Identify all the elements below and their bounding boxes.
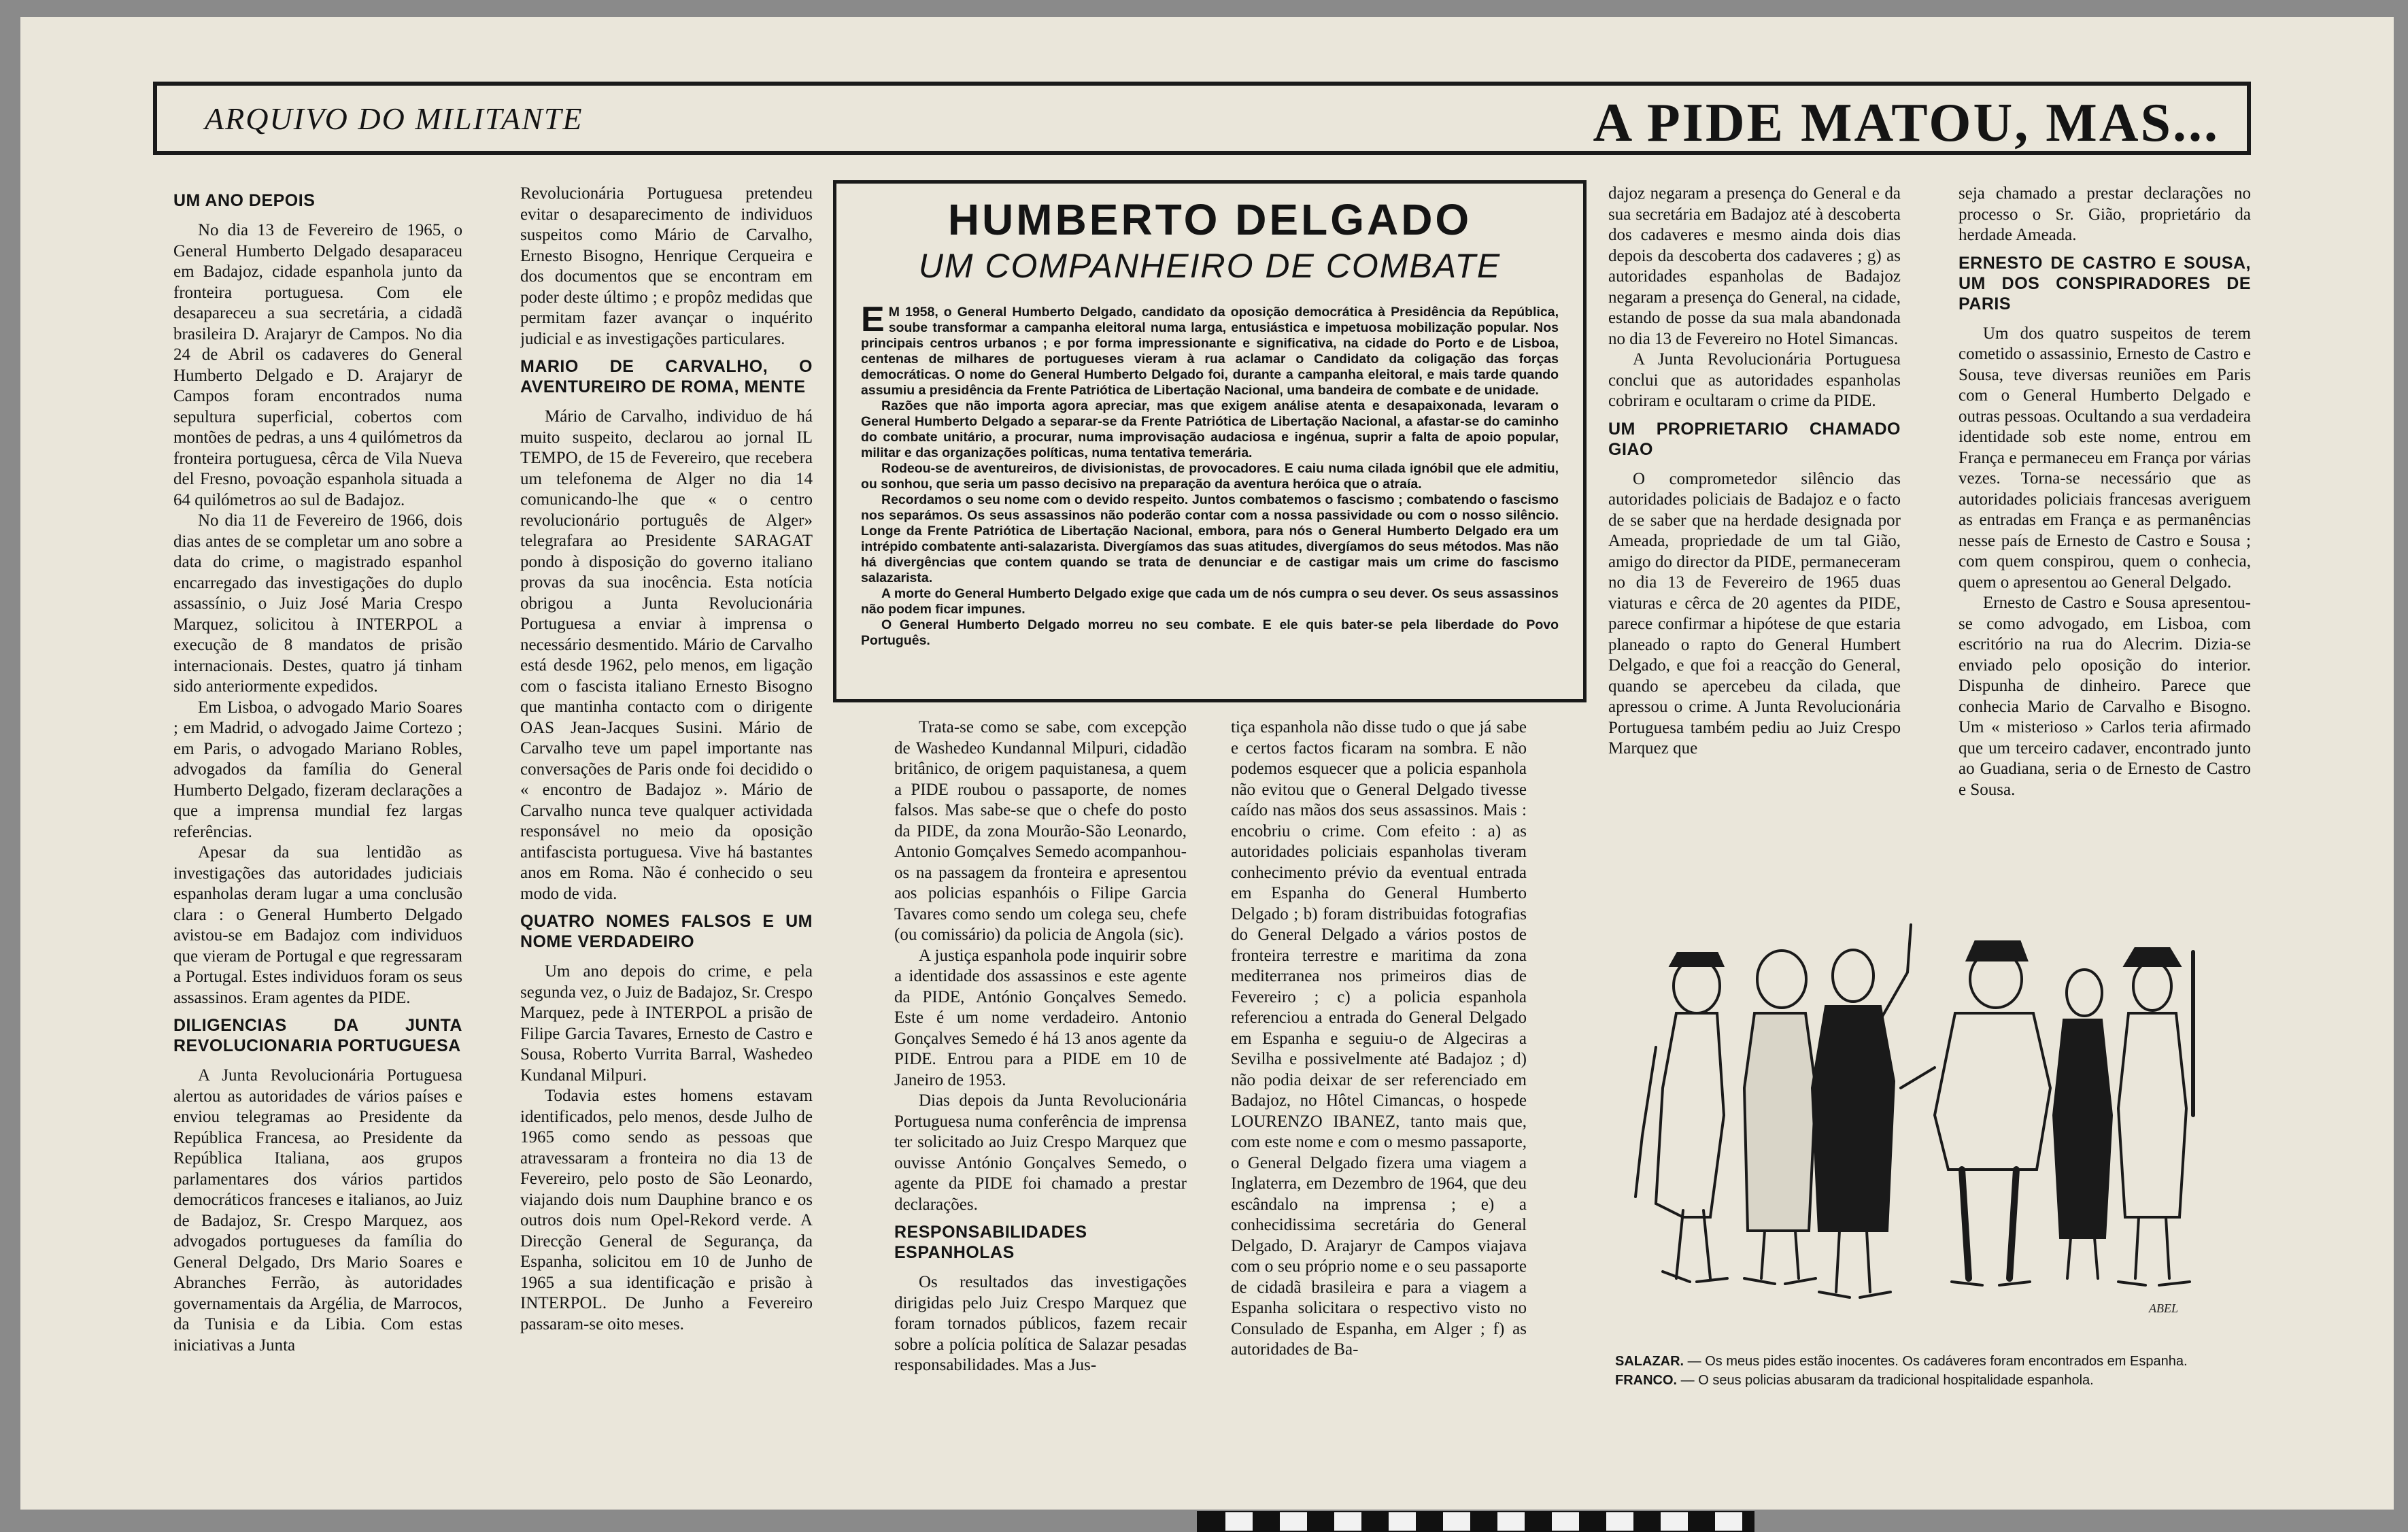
paragraph: Em Lisboa, o advogado Mario Soares ; em Madrid, o advogado Jaime Cortezo ; em Paris, o advogado Mariano Robles, advogados da família do General Humberto Delgado, fizeram declarações a que a imprensa mundial fez largas referências. [173, 698, 462, 841]
paragraph: No dia 11 de Fevereiro de 1966, dois dias antes de se completar um ano sobre a data do crime, o magistrado espanhol encarregado das investigações do duplo assassínio, o Juiz José Maria Crespo Marquez, solicitou à INTERPOL a execução de 8 mandatos de prisão internacionais. Destes, quatro já tinham sido anteriormente expedidos. [173, 511, 462, 696]
paragraph: seja chamado a prestar declarações no processo o Sr. Gião, proprietário da herdade Ameada. [1958, 184, 2251, 244]
article-column-2 [520, 184, 813, 1401]
subheading: MARIO DE CARVALHO, O AVENTUREIRO DE ROMA, MENTE [520, 357, 813, 396]
scale-ruler [1197, 1511, 1754, 1532]
paragraph: O comprometedor silêncio das autoridades policiais de Badajoz e o facto de se saber que na herdade designada por Ameada, propriedade de um tal Gião, amigo do director da PIDE, permaneceram no dia 13 de Fevereiro de 1965 duas viaturas e cêrca de 20 agentes da PIDE, parece confirmar a hipótese de que estaria planeado o rapto do General Humbert Delgado, e que foi a reacção do General, quando se apercebeu da cilada, que apressou o crime. A Junta Revolucionária Portuguesa também pediu ao Juiz Crespo Marquez que [1608, 469, 1901, 758]
paragraph: E M 1958, o General Humberto Delgado, candidato da oposição democrática à Presidência da República, soube transformar a campanha eleitoral numa larga, entusiástica e impetuosa mobilização popular. Nos principais centros urbanos ; e por forma impressionante e significativa, na cidade do Porto e de Lisboa, centenas de milhares de portugueses vieram à rua aclamar o Candidato da coligação das forças democráticas. O nome do General Humberto Delgado foi, durante a campanha eleitoral, e mais tarde quando assumiu a presidência da Frente Patriótica de Libertação Nacional, uma bandeira de combate e de unidade. [861, 300, 1559, 398]
paragraph: No dia 13 de Fevereiro de 1965, o General Humberto Delgado desaparaceu em Badajoz, cidade espanhola junto da fronteira portuguesa. Com ele desapareceu a sua secretária, a cidadã brasileira D. Arajaryr de Campos. No dia 24 de Abril os cadaveres do General Humberto Delgado e D. Arajaryr de Campos foram encontrados numa sepultura superficial, cobertos com montões de pedras, a uns 4 quilómetros da fronteira portuguesa, cêrca de Vila Nueva del Fresno, povoação espanhola situada a 64 quilómetros ao sul de Badajoz. [173, 221, 462, 509]
paragraph: Mário de Carvalho, individuo de há muito suspeito, declarou ao jornal IL TEMPO, de 15 de Fevereiro, que recebera um telefonema de Alger no dia 14 comunicando-lhe que « o centro revolucionário português de Alger» telegrafara ao Presidente SARAGAT pondo à disposição do governo italiano provas da sua inocência. Esta notícia obrigou a Junta Revolucionária Portuguesa a enviar à imprensa o necessário desmentido. Mário de Carvalho está desde 1962, pelo menos, em ligação com o fascista italiano Ernesto Bisogno que mantinha contacto com o dirigente OAS Jean-Jacques Susini. Mário de Carvalho teve um papel importante nas conversações de Paris onde foi decidido o « encontro de Badajoz ». Mário de Carvalho nunca teve qualquer actividada responsável no meio da oposição antifascista portuguesa. Vive há bastantes anos em Roma. Não é conhecido o seu modo de vida. [520, 407, 813, 903]
paragraph: A Junta Revolucionária Portuguesa alertou as autoridades de vários países e enviou telegramas ao Presidente da República Francesa, ao Presidente da República Italiana, aos grupos parlamentares dos vários partidos democráticos franceses e italianos, ao Juiz de Badajoz, Sr. Crespo Marquez, aos advogados portugueses da família do General Delgado, Drs Mario Soares e Abranches Ferrão, às autoridades governamentais da Argélia, de Marrocos, da Tunisia e da Libia. Com estas iniciativas a Junta [173, 1066, 462, 1355]
subheading: ERNESTO DE CASTRO E SOUSA, UM DOS CONSPIRADORES DE PARIS [1958, 253, 2251, 313]
paragraph: Trata-se como se sabe, com excepção de Washedeo Kundannal Milpuri, cidadão britânico, de origem paquistanesa, a quem a PIDE roubou o passaporte, de nomes falsos. Mas sabe-se que o chefe do posto da PIDE, da zona Mourão-São Leonardo, Antonio Gomçalves Semedo acompanhou-os na passagem da fronteira e apresentou aos policias espanhóis o Filipe Garcia Tavares como sendo um colega seu, chefe (ou comissário) da policia de Angola (sic). [894, 718, 1187, 944]
cartoon-caption [1615, 1353, 2241, 1391]
paragraph: A Junta Revolucionária Portuguesa conclui que as autoridades espanholas cobriram e ocultaram o crime da PIDE. [1608, 350, 1901, 410]
cartoon-signature: ABEL [2149, 1301, 2178, 1315]
section-kicker: ARQUIVO DO MILITANTE [205, 101, 583, 136]
paragraph: Um dos quatro suspeitos de terem cometido o assassinio, Ernesto de Castro e Sousa, teve diversas reuniões em Paris com o General Humberto Delgado e outras pessoas. Ocultando a sua verdadeira identidade sob este nome, entrou em França e permaneceu em França por várias vezes. Torna-se necessário que as autoridades policiais francesas averiguem as entradas em França e as permanências nesse país de Ernesto de Castro e Sousa ; com quem conspirou, quem o conhecia, quem o apresentou ao General Delgado. [1958, 324, 2251, 592]
drop-cap: E [861, 300, 885, 339]
subheading: UM PROPRIETARIO CHAMADO GIAO [1608, 419, 1901, 459]
cartoon-figure-officer [1635, 953, 1727, 1282]
subheading: DILIGENCIAS DA JUNTA REVOLUCIONARIA PORTUGUESA [173, 1016, 462, 1055]
paragraph: O General Humberto Delgado morreu no seu combate. E ele quis bater-se pela liberdade do Povo Português. [861, 617, 1559, 648]
article-column-4 [1231, 717, 1527, 1404]
article-column-5 [1608, 184, 1901, 864]
paragraph: tiça espanhola não disse tudo o que já sabe e certos factos ficaram na sombra. E não podemos esquecer que a policia espanhola não evitou que o General Delgado tivesse caído nas mãos dos seus assassinos. Mais : encobriu o crime. Com efeito : a) as autoridades policiais espanholas tiveram conhecimento prévio da eventual entrada em Espanha do General Humberto Delgado ; b) foram distribuidas fotografias do General Delgado a vários postos de fronteira terrestre e maritima da zona mediterranea nos primeiros dias de Fevereiro ; c) a policia espanhola referenciou a entrada do General Delgado em Espanha e seguiu-o de Algeciras a Sevilha e possivelmente até Badajoz ; d) não podia deixar de ser referenciado em Badajoz, no Hôtel Cimancas, o hospede LOURENZO IBANEZ, tanto mais que, com este nome e com o mesmo passaporte, o General Delgado fizera uma viagem a Inglaterra, em Dezembro de 1964, que deu escândalo na imprensa ; e) a conhecidissima secretária do General Delgado, D. Arajaryr de Campos viajava com o seu próprio nome e o seu passaporte de cidadã brasileira e para a viagem a Espanha solicitara o respectivo visto no Consulado de Espanha, em Alger ; f) as autoridades de Ba- [1231, 718, 1527, 1359]
masthead [153, 82, 2251, 155]
box-body [861, 300, 1559, 649]
paragraph: Um ano depois do crime, e pela segunda vez, o Juiz de Badajoz, Sr. Crespo Marquez, pede à INTERPOL a prisão de Filipe Garcia Tavares, Ernesto de Castro e Sousa, Roberto Vurrita Barral, Washedeo Kundanal Milpuri. [520, 962, 813, 1085]
paragraph: Dias depois da Junta Revolucionária Portuguesa numa conferência de imprensa ter solicitado ao Juiz Crespo Marquez que ouvisse António Gonçalves Semedo, o agente da PIDE foi chamado a prestar declarações. [894, 1091, 1187, 1214]
paragraph: Os resultados das investigações dirigidas pelo Juiz Crespo Marquez que foram tornados públicos, fazem recair sobre a polícia política de Salazar pesadas responsabilidades. Mas a Jus- [894, 1273, 1187, 1374]
paragraph: Ernesto de Castro e Sousa apresentou-se como advogado, em Lisboa, com escritório na rua do Alecrim. Dizia-se enviado pelo oposição do interior. Dispunha de dinheiro. Parece que conhecia Mario de Carvalho e Bisogno. Um « misterioso » Carlos teria afirmado que um terceiro cadaver, encontrado junto ao Guadiana, seria o de Ernesto de Castro e Sousa. [1958, 594, 2251, 799]
box-subtitle: UM COMPANHEIRO DE COMBATE [918, 247, 1502, 285]
article-column-1 [173, 184, 462, 1401]
paragraph: Revolucionária Portuguesa pretendeu evitar o desaparecimento de individuos suspeitos como Mário de Carvalho, Ernesto Bisogno, Henrique Cerqueira e dos documentos que se encontram em poder deste último ; e propôz medidas que permitam fazer avançar o inquérito judicial e as investigações particulares. [520, 184, 813, 348]
paragraph: Recordamos o seu nome com o devido respeito. Juntos combatemos o fascismo ; combatendo o fascismo nos separámos. Os seus assassinos não poderão contar com a nossa passividade ou com o nosso silêncio. Longe da Frente Patriótica de Libertação Nacional, embora, para nós o General Humberto Delgado era um intrépido combatente anti-salazarista. Divergíamos das suas atitudes, divergíamos do seus métodos. Mas não há divergências que contem quando se trata de denunciar e de castigar mais um crime do fascismo salazarista. [861, 492, 1559, 585]
cartoon-figure-guard-2 [2118, 949, 2193, 1285]
paragraph: Apesar da sua lentidão as investigações das autoridades judiciais espanholas deram lugar a uma conclusão clara : o General Humberto Delgado avistou-se em Badajoz com individuos que vieram de Portugal e que regressaram a Portugal. Estes individuos foram os seus assassinos. Eram agentes da PIDE. [173, 843, 462, 1007]
cartoon-figure-franco [1901, 942, 2050, 1285]
caption-line-salazar: SALAZAR. — Os meus pides estão inocentes. Os cadáveres foram encontrados em Espanha. [1615, 1354, 2188, 1369]
cartoon-figure-salazar [1812, 925, 1911, 1297]
cartoon-figure-old-man [1744, 951, 1816, 1284]
paragraph: Todavia estes homens estavam identificados, pelo menos, desde Julho de 1965 como sendo as pessoas que atravessaram a fronteira no dia 13 de Fevereiro, pelo posto de São Leonardo, viajando dois num Dauphine branco e os outros dois num Opel-Rekord verde. A Direcção General de Segurança, da Espanha, solicitou em 10 de Junho de 1965 a sua identificação e prisão à INTERPOL. De Junho a Fevereiro passaram-se oito meses. [520, 1087, 813, 1333]
article-column-3 [894, 717, 1187, 1404]
political-cartoon [1615, 911, 2227, 1333]
paragraph: A morte do General Humberto Delgado exige que cada um de nós cumpra o seu dever. Os seus assassinos não podem ficar impunes. [861, 586, 1559, 617]
paragraph: Rodeou-se de aventureiros, de divisionistas, de provocadores. E caiu numa cilada ignóbil que ele admitiu, ou sonhou, que seria um passo decisivo na preparação da aventura heróica que o atraía. [861, 461, 1559, 492]
editorial-box [833, 180, 1587, 702]
paragraph: dajoz negaram a presença do General e da sua secretária em Badajoz até à descoberta dos cadaveres e mesmo ainda dois dias depois da descoberta dos cadaveres ; g) as autoridades espanholas de Badajoz negaram a presença do General, na cidade, estando de posse da sua mala abandonada no dia 13 de Fevereiro no Hotel Simancas. [1608, 184, 1901, 348]
box-title: HUMBERTO DELGADO [947, 195, 1472, 244]
caption-line-franco: FRANCO. — O seus policias abusaram da tradicional hospitalidade espanhola. [1615, 1373, 2094, 1388]
cartoon-figure-guard-1 [2054, 970, 2112, 1278]
paragraph: Razões que não importa agora apreciar, mas que exigem análise atenta e desapaixonada, levaram o General Humberto Delgado a separar-se da Frente Patriótica de Libertação Nacional, a afastar-se do caminho do combate unitário, a procurar, numa improvisação audaciosa e ingénua, suprir a falta de apoio popular, militar e das organizações políticas, numa tentativa temerária. [861, 398, 1559, 460]
paragraph: A justiça espanhola pode inquirir sobre a identidade dos assassinos e este agente da PIDE, António Gonçalves Semedo. Este é um nome verdadeiro. Antonio Gonçalves Semedo é há 13 anos agente da PIDE. Entrou para a PIDE em 10 de Janeiro de 1953. [894, 946, 1187, 1089]
subheading: RESPONSABILIDADES ESPANHOLAS [894, 1223, 1087, 1262]
subheading: QUATRO NOMES FALSOS E UM NOME VERDADEIRO [520, 912, 813, 951]
article-column-6 [1958, 184, 2251, 864]
page-headline: A PIDE MATOU, MAS... [1593, 93, 2220, 153]
subheading: UM ANO DEPOIS [173, 191, 316, 210]
